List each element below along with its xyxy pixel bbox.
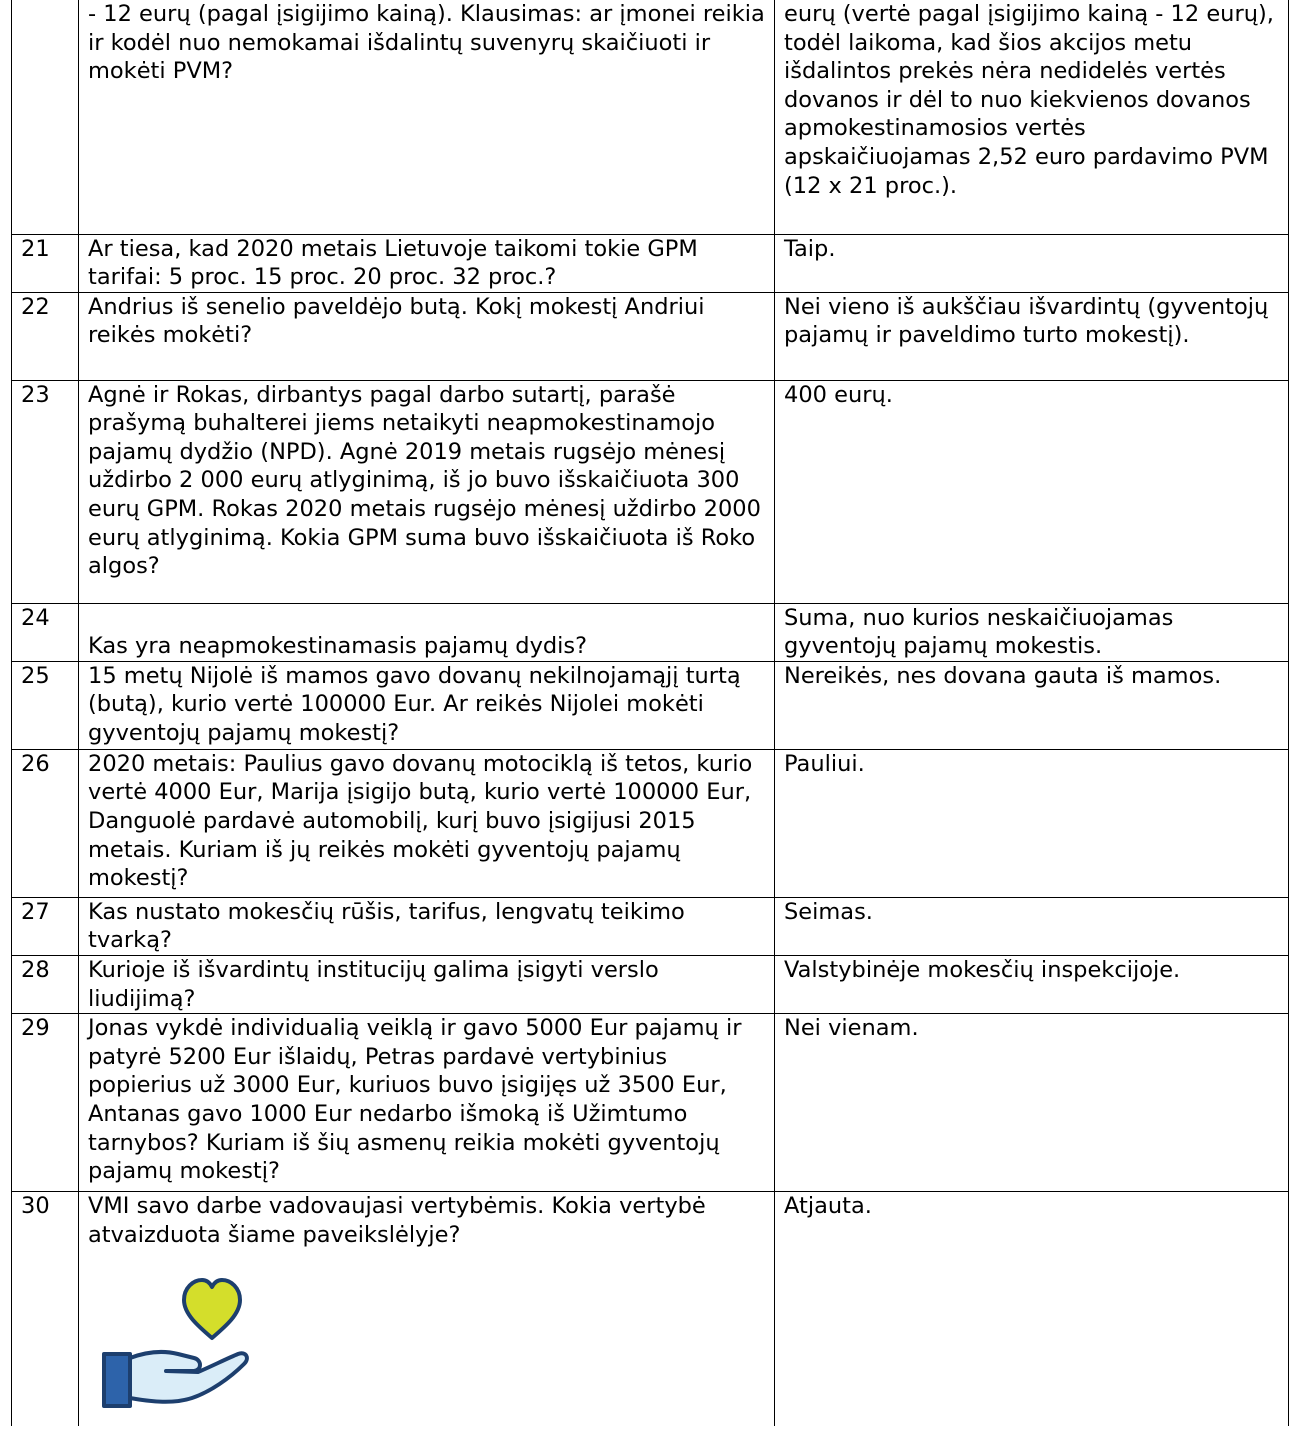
question-cell: Jonas vykdė individualią veiklą ir gavo 5000 Eur pajamų ir patyrė 5200 Eur išlaidų, Petras pardavė vertybinius popierius už 3000 Eur, kuriuos buvo įsigijęs už 3500 Eur, Antanas gavo 1000 Eur nedarbo išmoką iš Užimtumo tarnybos? Kuriam iš šių asmenų reikia mokėti gyventojų pajamų mokestį? — [79, 1014, 775, 1192]
row-number: 26 — [12, 749, 79, 897]
answer-cell: Atjauta. — [775, 1192, 1289, 1426]
row-number — [12, 0, 79, 234]
answer-cell: Valstybinėje mokesčių inspekcijoje. — [775, 956, 1289, 1014]
table-row — [12, 603, 1289, 661]
answer-cell: Taip. — [775, 234, 1289, 292]
answer-cell: Pauliui. — [775, 749, 1289, 897]
row-number: 29 — [12, 1014, 79, 1192]
question-text: Kas yra neapmokestinamasis pajamų dydis? — [88, 633, 588, 660]
hand-holding-heart-icon — [102, 1270, 252, 1410]
answer-cell: Nereikės, nes dovana gauta iš mamos. — [775, 661, 1289, 749]
table-row — [12, 956, 1289, 1014]
question-text: VMI savo darbe vadovaujasi vertybėmis. Kokia vertybė atvaizduota šiame paveikslėlyje? — [88, 1193, 706, 1248]
question-cell: - 12 eurų (pagal įsigijimo kainą). Klausimas: ar įmonei reikia ir kodėl nuo nemokamai išdalintų suvenyrų skaičiuoti ir mokėti PVM? — [79, 0, 775, 234]
table-row — [12, 292, 1289, 380]
table-row — [12, 0, 1289, 234]
row-number: 27 — [12, 897, 79, 955]
heart-shape — [184, 1280, 240, 1338]
question-cell: Kurioje iš išvardintų institucijų galima įsigyti verslo liudijimą? — [79, 956, 775, 1014]
table-row — [12, 897, 1289, 955]
row-number: 22 — [12, 292, 79, 380]
question-cell: Agnė ir Rokas, dirbantys pagal darbo sutartį, parašė prašymą buhalterei jiems netaikyti neapmokestinamojo pajamų dydžio (NPD). Agnė 2019 metais rugsėjo mėnesį uždirbo 2 000 eurų atlyginimą, iš jo buvo išskaičiuota 300 eurų GPM. Rokas 2020 metais rugsėjo mėnesį uždirbo 2000 eurų atlyginimą. Kokia GPM suma buvo išskaičiuota iš Roko algos? — [79, 380, 775, 603]
table-row — [12, 1014, 1289, 1192]
row-number: 23 — [12, 380, 79, 603]
question-cell: Andrius iš senelio paveldėjo butą. Kokį mokestį Andriui reikės mokėti? — [79, 292, 775, 380]
row-number: 25 — [12, 661, 79, 749]
palm-shape — [130, 1352, 247, 1402]
question-cell — [79, 603, 775, 661]
table-row — [12, 1192, 1289, 1426]
question-cell: Ar tiesa, kad 2020 metais Lietuvoje taikomi tokie GPM tarifai: 5 proc. 15 proc. 20 proc. 32 proc.? — [79, 234, 775, 292]
question-cell — [79, 1192, 775, 1426]
row-number: 21 — [12, 234, 79, 292]
answer-cell: eurų (vertė pagal įsigijimo kainą - 12 eurų), todėl laikoma, kad šios akcijos metu išdalintos prekės nėra nedidelės vertės dovanos ir dėl to nuo kiekvienos dovanos apmokestinamosios vertės apskaičiuojamas 2,52 euro pardavimo PVM (12 x 21 proc.). — [775, 0, 1289, 234]
answer-cell: Nei vieno iš aukščiau išvardintų (gyventojų pajamų ir paveldimo turto mokestį). — [775, 292, 1289, 380]
row-number: 30 — [12, 1192, 79, 1426]
cuff-shape — [104, 1354, 130, 1406]
answer-cell: Nei vienam. — [775, 1014, 1289, 1192]
table-row — [12, 234, 1289, 292]
answer-cell: Seimas. — [775, 897, 1289, 955]
table-row — [12, 749, 1289, 897]
table-row — [12, 380, 1289, 603]
question-cell: Kas nustato mokesčių rūšis, tarifus, lengvatų teikimo tvarką? — [79, 897, 775, 955]
question-cell: 2020 metais: Paulius gavo dovanų motociklą iš tetos, kurio vertė 4000 Eur, Marija įsigijo butą, kurio vertė 100000 Eur, Danguolė pardavė automobilį, kurį buvo įsigijusi 2015 metais. Kuriam iš jų reikės mokėti gyventojų pajamų mokestį? — [79, 749, 775, 897]
row-number: 24 — [12, 603, 79, 661]
row-number: 28 — [12, 956, 79, 1014]
qa-table — [11, 0, 1289, 1426]
question-cell: 15 metų Nijolė iš mamos gavo dovanų nekilnojamąjį turtą (butą), kurio vertė 100000 Eur. Ar reikės Nijolei mokėti gyventojų pajamų mokestį? — [79, 661, 775, 749]
answer-cell: 400 eurų. — [775, 380, 1289, 603]
table-row — [12, 661, 1289, 749]
answer-cell: Suma, nuo kurios neskaičiuojamas gyventojų pajamų mokestis. — [775, 603, 1289, 661]
